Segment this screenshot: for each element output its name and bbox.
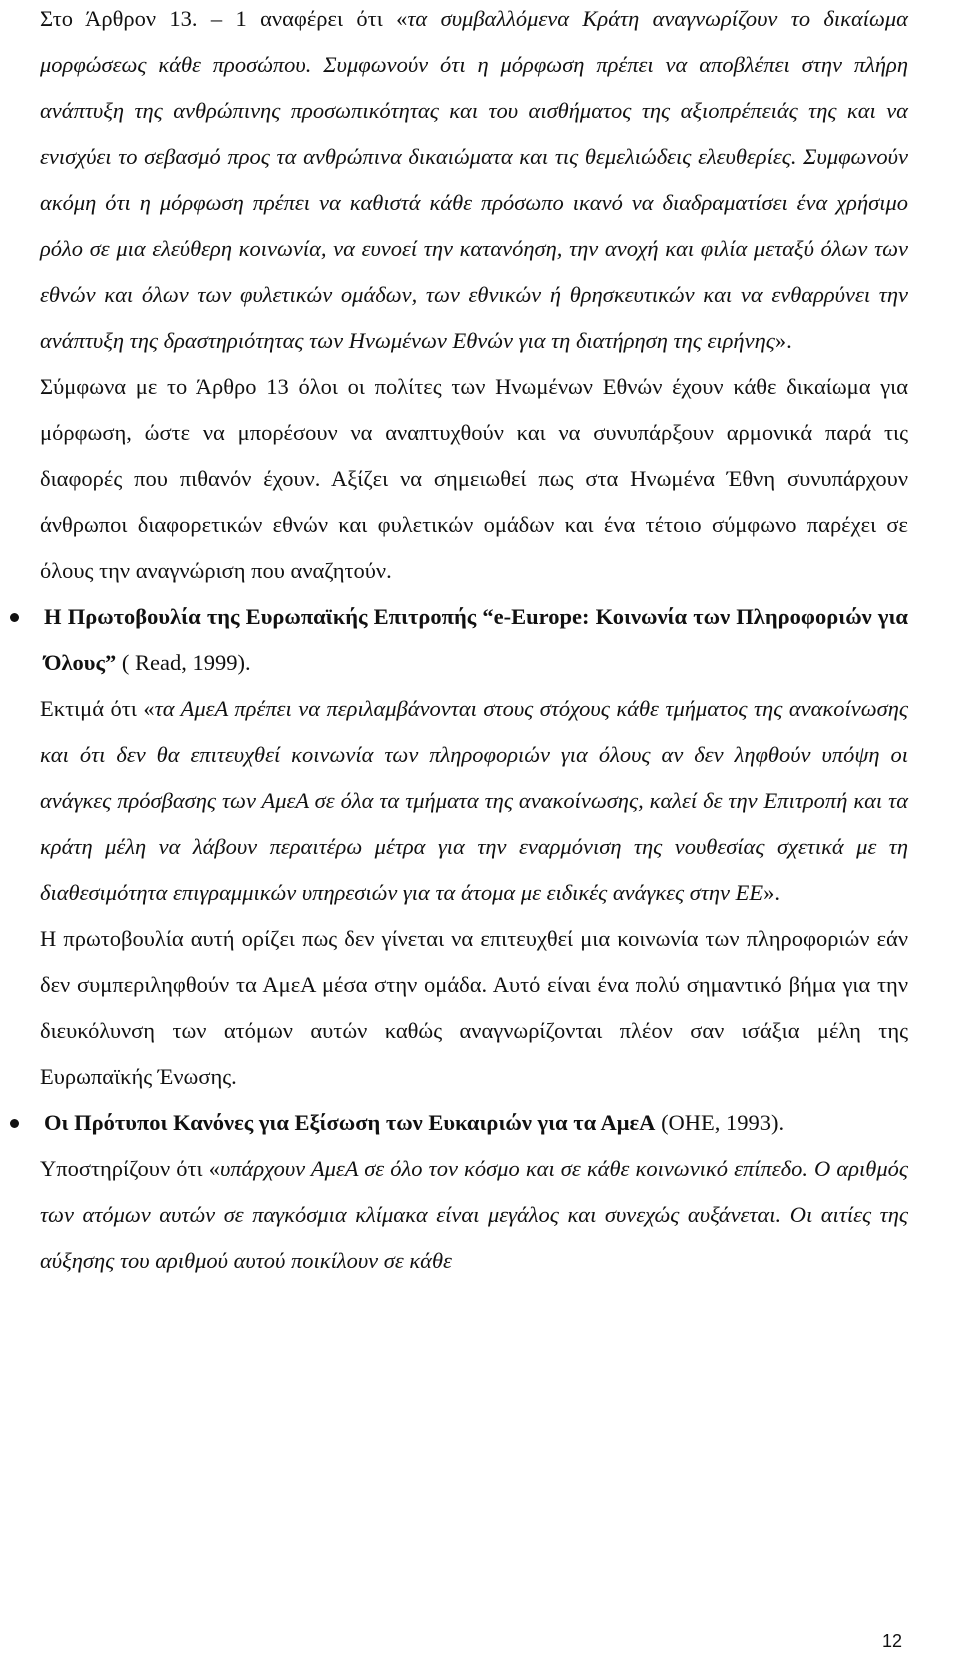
paragraph-article-13	[40, 0, 908, 364]
bullet-icon	[7, 594, 21, 640]
paragraph-lead: Στο Άρθρον 13. – 1 αναφέρει ότι «	[40, 6, 408, 31]
paragraph-e-europe-quote	[40, 686, 908, 916]
page-number: 12	[881, 1631, 902, 1651]
paragraph-standard-rules-quote	[40, 1146, 908, 1284]
document-page	[40, 0, 908, 1284]
bullet-citation: ( Read, 1999).	[116, 650, 251, 675]
bullet-item-e-europe	[40, 594, 908, 686]
paragraph-e-europe-commentary: Η πρωτοβουλία αυτή ορίζει πως δεν γίνεται να επιτευχθεί μια κοινωνία των πληροφοριών εάν δεν συμπεριληφθούν τα ΑμεΑ μέσα στην ομάδα. Αυτό είναι ένα πολύ σημαντικό βήμα για την διευκόλυνση των ατόμων αυτών καθώς αναγνωρίζονται πλέον σαν ισάξια μέλη της Ευρωπαϊκής Ένωσης.	[40, 926, 908, 1089]
paragraph-article-13-commentary: Σύμφωνα με το Άρθρο 13 όλοι οι πολίτες των Ηνωμένων Εθνών έχουν κάθε δικαίωμα για μόρφωση, ώστε να μπορέσουν να αναπτυχθούν και να συνυπάρξουν αρμονικά παρά τις διαφορές που πιθανόν έχουν. Αξίζει να σημειωθεί πως στα Ηνωμένα Έθνη συνυπάρχουν άνθρωποι διαφορετικών εθνών και φυλετικών ομάδων και ένα τέτοιο σύμφωνο παρέχει σε όλους την αναγνώριση που αναζητούν.	[40, 374, 908, 583]
bullet-citation: (ΟΗΕ, 1993).	[655, 1110, 785, 1135]
paragraph-lead: Εκτιμά ότι «	[40, 696, 155, 721]
bullet-heading: Η Πρωτοβουλία της Ευρωπαϊκής Επιτροπής “e-Europe: Κοινωνία των Πληροφοριών για Όλους”	[44, 604, 908, 675]
paragraph-lead: Υποστηρίζουν ότι «	[40, 1156, 220, 1181]
bullet-icon	[7, 1100, 21, 1146]
bullet-heading: Οι Πρότυποι Κανόνες για Εξίσωση των Ευκαιριών για τα ΑμεΑ	[44, 1110, 656, 1135]
quote-italic: τα ΑμεΑ πρέπει να περιλαμβάνονται στους στόχους κάθε τμήματος της ανακοίνωσης και ότι δεν θα επιτευχθεί κοινωνία των πληροφοριών για όλους αν δεν ληφθούν υπόψη οι ανάγκες πρόσβασης των ΑμεΑ σε όλα τα τμήματα της ανακοίνωσης, καλεί δε την Επιτροπή και τα κράτη μέλη να λάβουν περαιτέρω μέτρα για την εναρμόνιση της νουθεσίας σχετικά με τη διαθεσιμότητα επιγραμμικών υπηρεσιών για τα άτομα με ειδικές ανάγκες στην ΕΕ	[40, 696, 908, 905]
paragraph-tail: ».	[774, 328, 792, 353]
paragraph-tail: ».	[763, 880, 781, 905]
quote-italic: υπάρχουν ΑμεΑ σε όλο τον κόσμο και σε κάθε κοινωνικό επίπεδο. Ο αριθμός των ατόμων αυτών σε παγκόσμια κλίμακα είναι μεγάλος και συνεχώς αυξάνεται. Οι αιτίες της αύξησης του αριθμού αυτού ποικίλουν σε κάθε	[40, 1156, 909, 1273]
bullet-item-standard-rules	[40, 1100, 908, 1146]
quote-italic: τα συμβαλλόμενα Κράτη αναγνωρίζουν το δικαίωμα μορφώσεως κάθε προσώπου. Συμφωνούν ότι η μόρφωση πρέπει να αποβλέπει στην πλήρη ανάπτυξη της ανθρώπινης προσωπικότητας και του αισθήματος της αξιοπρέπειάς της και να ενισχύει το σεβασμό προς τα ανθρώπινα δικαιώματα και τις θεμελιώδεις ελευθερίες. Συμφωνούν ακόμη ότι η μόρφωση πρέπει να καθιστά κάθε πρόσωπο ικανό να διαδραματίσει ένα χρήσιμο ρόλο σε μια ελεύθερη κοινωνία, να ευνοεί την κατανόηση, την ανοχή και φιλία μεταξύ όλων των εθνών και όλων των φυλετικών ομάδων, των εθνικών ή θρησκευτικών και να ενθαρρύνει την ανάπτυξη της δραστηριότητας των Ηνωμένων Εθνών για τη διατήρηση της ειρήνης	[40, 6, 908, 353]
